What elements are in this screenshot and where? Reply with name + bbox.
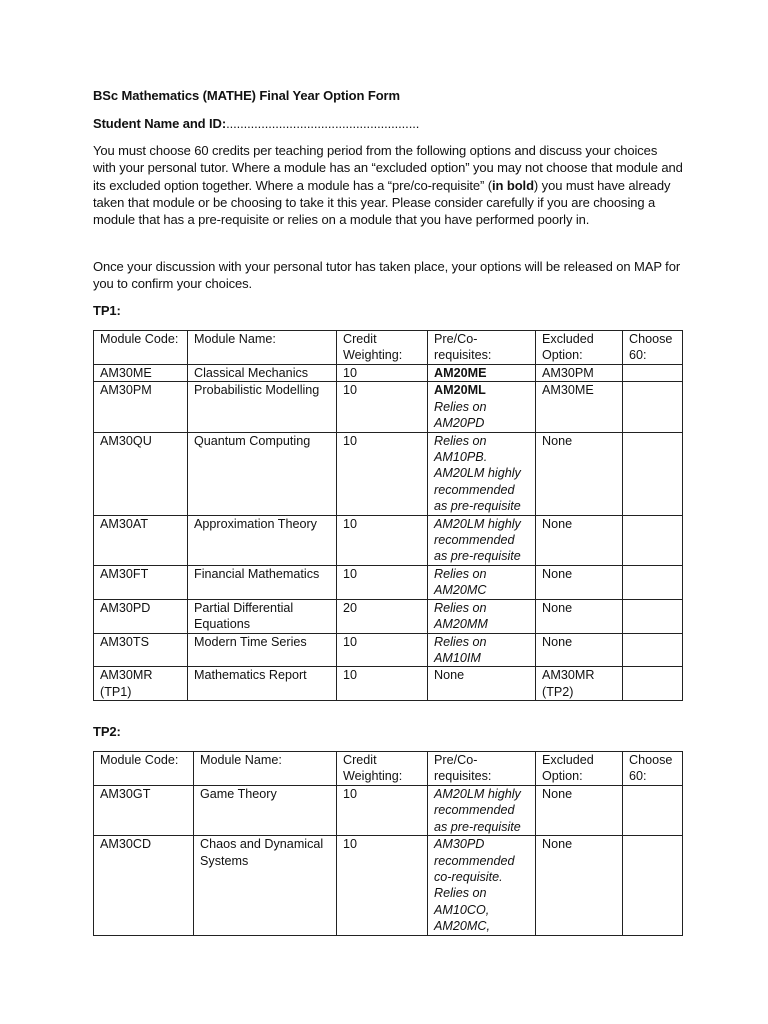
- prereq-bold: AM20ME: [434, 366, 487, 380]
- prerequisites: AM20LM highly recommended as pre-requisite: [428, 786, 536, 836]
- prerequisites: Relies on AM20MC: [428, 565, 536, 599]
- choose-cell[interactable]: [623, 667, 683, 701]
- header-choose-60: Choose 60:: [623, 752, 683, 786]
- prerequisites: AM20LM highly recommended as pre-requisite: [428, 515, 536, 565]
- excluded-option: None: [536, 836, 623, 935]
- table-header-row: [94, 752, 683, 786]
- prerequisites: Relies on AM20MM: [428, 599, 536, 633]
- header-module-name: Module Name:: [194, 752, 337, 786]
- header-module-name: Module Name:: [188, 331, 337, 365]
- choose-cell[interactable]: [623, 365, 683, 382]
- prerequisites: [428, 365, 536, 382]
- module-name: Chaos and Dynamical Systems: [194, 836, 337, 935]
- choose-cell[interactable]: [623, 599, 683, 633]
- prerequisites: [428, 382, 536, 432]
- credit-weighting: 10: [337, 667, 428, 701]
- table-row: [94, 515, 683, 565]
- credit-weighting: 10: [337, 432, 428, 515]
- table-row: [94, 836, 683, 935]
- prerequisites: AM30PD recommended co-requisite. Relies on AM10CO, AM20MC,: [428, 836, 536, 935]
- student-name-line: [93, 115, 683, 132]
- instructions-text-a: You must choose 60 credits per teaching period from the following options and discuss your choices with your personal tutor. Where a module has an “excluded option” you may not choose that module and its excluded option together. Where a module has a “pre/co-requisite” (: [93, 143, 683, 193]
- tp1-options-table: [93, 330, 683, 701]
- module-code: AM30MR (TP1): [94, 667, 188, 701]
- header-credit-weighting: Credit Weighting:: [337, 331, 428, 365]
- table-row: [94, 365, 683, 382]
- module-name: Modern Time Series: [188, 633, 337, 667]
- tp2-heading: TP2:: [93, 724, 121, 739]
- excluded-option: AM30ME: [536, 382, 623, 432]
- instructions-paragraph: [93, 142, 683, 228]
- credit-weighting: 10: [337, 365, 428, 382]
- module-name: Partial Differential Equations: [188, 599, 337, 633]
- header-prerequisites: Pre/Co-requisites:: [428, 752, 536, 786]
- credit-weighting: 10: [337, 786, 428, 836]
- choose-cell[interactable]: [623, 786, 683, 836]
- choose-cell[interactable]: [623, 382, 683, 432]
- module-name: Classical Mechanics: [188, 365, 337, 382]
- module-name: Financial Mathematics: [188, 565, 337, 599]
- table-row: [94, 786, 683, 836]
- header-choose-60: Choose 60:: [623, 331, 683, 365]
- choose-cell[interactable]: [623, 633, 683, 667]
- module-code: AM30CD: [94, 836, 194, 935]
- tp1-heading: TP1:: [93, 303, 121, 318]
- header-credit-weighting: Credit Weighting:: [337, 752, 428, 786]
- table-row: [94, 432, 683, 515]
- module-name: Quantum Computing: [188, 432, 337, 515]
- choose-cell[interactable]: [623, 565, 683, 599]
- tp2-options-table: [93, 751, 683, 936]
- credit-weighting: 20: [337, 599, 428, 633]
- prereq-bold: AM20ML: [434, 383, 486, 398]
- excluded-option: None: [536, 599, 623, 633]
- excluded-option: None: [536, 786, 623, 836]
- excluded-option: None: [536, 565, 623, 599]
- instructions-text-b: ) you must have already taken that module or be choosing to take it this year. Please consider carefully if you are choosing a module that has a pre-requisite or relies on a module that you have performed poorly in.: [93, 177, 671, 228]
- module-name: Game Theory: [194, 786, 337, 836]
- prerequisites: Relies on AM10IM: [428, 633, 536, 667]
- choose-cell[interactable]: [623, 515, 683, 565]
- table-row: [94, 667, 683, 701]
- table-row: [94, 633, 683, 667]
- module-code: AM30AT: [94, 515, 188, 565]
- student-name-field[interactable]: .......................................................: [226, 116, 420, 131]
- module-name: Probabilistic Modelling: [188, 382, 337, 432]
- module-name: Approximation Theory: [188, 515, 337, 565]
- instructions-bold: in bold: [492, 177, 534, 193]
- module-code: AM30PD: [94, 599, 188, 633]
- excluded-option: AM30PM: [536, 365, 623, 382]
- release-paragraph: Once your discussion with your personal tutor has taken place, your options will be released on MAP for you to confirm your choices.: [93, 259, 681, 292]
- form-title: BSc Mathematics (MATHE) Final Year Option Form: [93, 88, 400, 103]
- module-code: AM30TS: [94, 633, 188, 667]
- student-name-label: Student Name and ID:: [93, 116, 227, 131]
- module-code: AM30FT: [94, 565, 188, 599]
- credit-weighting: 10: [337, 836, 428, 935]
- header-module-code: Module Code:: [94, 752, 194, 786]
- excluded-option: None: [536, 432, 623, 515]
- choose-cell[interactable]: [623, 836, 683, 935]
- module-code: AM30ME: [94, 365, 188, 382]
- choose-cell[interactable]: [623, 432, 683, 515]
- credit-weighting: 10: [337, 515, 428, 565]
- module-code: AM30PM: [94, 382, 188, 432]
- credit-weighting: 10: [337, 382, 428, 432]
- module-name: Mathematics Report: [188, 667, 337, 701]
- header-module-code: Module Code:: [94, 331, 188, 365]
- table-row: [94, 382, 683, 432]
- table-header-row: [94, 331, 683, 365]
- excluded-option: AM30MR (TP2): [536, 667, 623, 701]
- credit-weighting: 10: [337, 633, 428, 667]
- module-code: AM30QU: [94, 432, 188, 515]
- prereq-italic: Relies on AM20PD: [434, 399, 487, 431]
- credit-weighting: 10: [337, 565, 428, 599]
- header-prerequisites: Pre/Co-requisites:: [428, 331, 536, 365]
- prerequisites: None: [428, 667, 536, 701]
- excluded-option: None: [536, 515, 623, 565]
- table-row: [94, 599, 683, 633]
- module-code: AM30GT: [94, 786, 194, 836]
- table-row: [94, 565, 683, 599]
- header-excluded-option: Excluded Option:: [536, 331, 623, 365]
- header-excluded-option: Excluded Option:: [536, 752, 623, 786]
- prerequisites: Relies on AM10PB. AM20LM highly recommended as pre-requisite: [428, 432, 536, 515]
- excluded-option: None: [536, 633, 623, 667]
